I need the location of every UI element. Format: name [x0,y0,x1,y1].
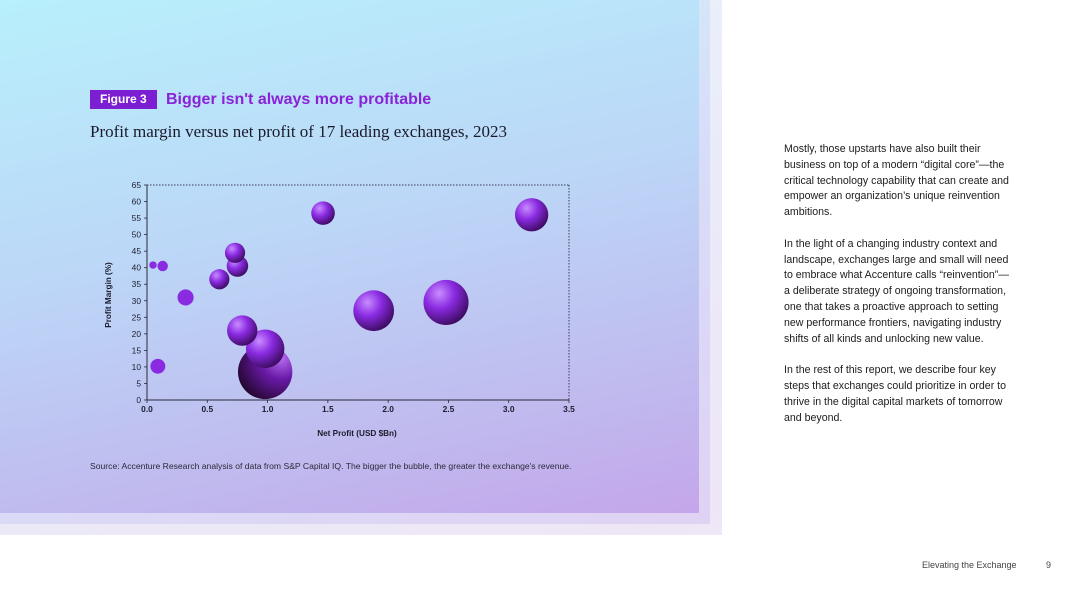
body-text-column [784,142,1014,442]
x-tick-labels [141,400,575,414]
bubble-point [225,243,245,263]
y-axis-label: Profit Margin (%) [104,262,113,328]
bubble-series [149,198,548,399]
x-tick-label: 3.0 [502,404,515,414]
bubble-point [149,261,156,268]
y-tick-label: 0 [136,395,141,405]
y-tick-label: 45 [131,246,141,257]
bubble-point [515,198,548,231]
y-tick-labels [132,180,147,405]
bubble-point [227,315,257,345]
x-tick-label: 2.0 [382,404,394,414]
y-tick-label: 35 [131,279,141,290]
x-tick-label: 2.5 [442,404,455,414]
bubble-point [353,290,394,331]
y-tick-label: 50 [131,229,141,240]
footer-report-title: Elevating the Exchange [922,560,1017,570]
bubble-point [209,269,229,289]
y-tick-label: 10 [131,361,141,372]
x-tick-label: 0.5 [201,404,214,414]
y-tick-label: 20 [131,328,141,339]
body-paragraph-1: Mostly, those upstarts have also built their business on top of a modern “digital core”—the critical technology capability that can create and empower an organization’s unique reinvention ambitions. [784,143,1009,219]
body-paragraph-2: In the light of a changing industry context and landscape, exchanges large and small will need to embrace what Accenture calls “reinvention”—a deliberate strategy of ongoing transformation, one that takes a proactive approach to setting new performance frontiers, navigating industry shifts of all kinds and unlocking new value. [784,237,1009,345]
y-tick-label: 40 [131,262,141,273]
x-axis-label: Net Profit (USD $Bn) [317,429,397,438]
bubble-point [311,201,335,225]
x-tick-label: 3.5 [563,404,575,414]
bubble-point [157,261,168,272]
footer-page-number: 9 [1046,560,1052,570]
y-tick-label: 30 [131,295,141,306]
figure-title: Bigger isn't always more profitable [166,91,432,108]
y-tick-label: 55 [131,213,141,224]
figure-subtitle: Profit margin versus net profit of 17 leading exchanges, 2023 [90,122,508,141]
y-tick-label: 25 [131,312,141,323]
x-tick-label: 1.5 [322,404,334,414]
x-tick-label: 1.0 [261,404,274,414]
y-tick-label: 60 [131,196,141,207]
bubble-point [150,359,165,374]
chart-axes [147,185,569,400]
x-tick-label: 0.0 [141,404,153,414]
figure-source-note: Source: Accenture Research analysis of data from S&P Capital IQ. The bigger the bubble, the greater the exchange's revenue. [90,461,572,471]
bubble-point [178,289,194,305]
y-tick-label: 5 [136,378,141,389]
bubble-point [423,280,468,325]
y-tick-label: 65 [131,180,141,190]
y-tick-label: 15 [131,345,141,356]
figure-tag: Figure 3 [90,90,157,109]
body-paragraph-3: In the rest of this report, we describe four key steps that exchanges could prioritize in order to thrive in the digital capital markets of tomorrow and beyond. [784,364,1007,424]
